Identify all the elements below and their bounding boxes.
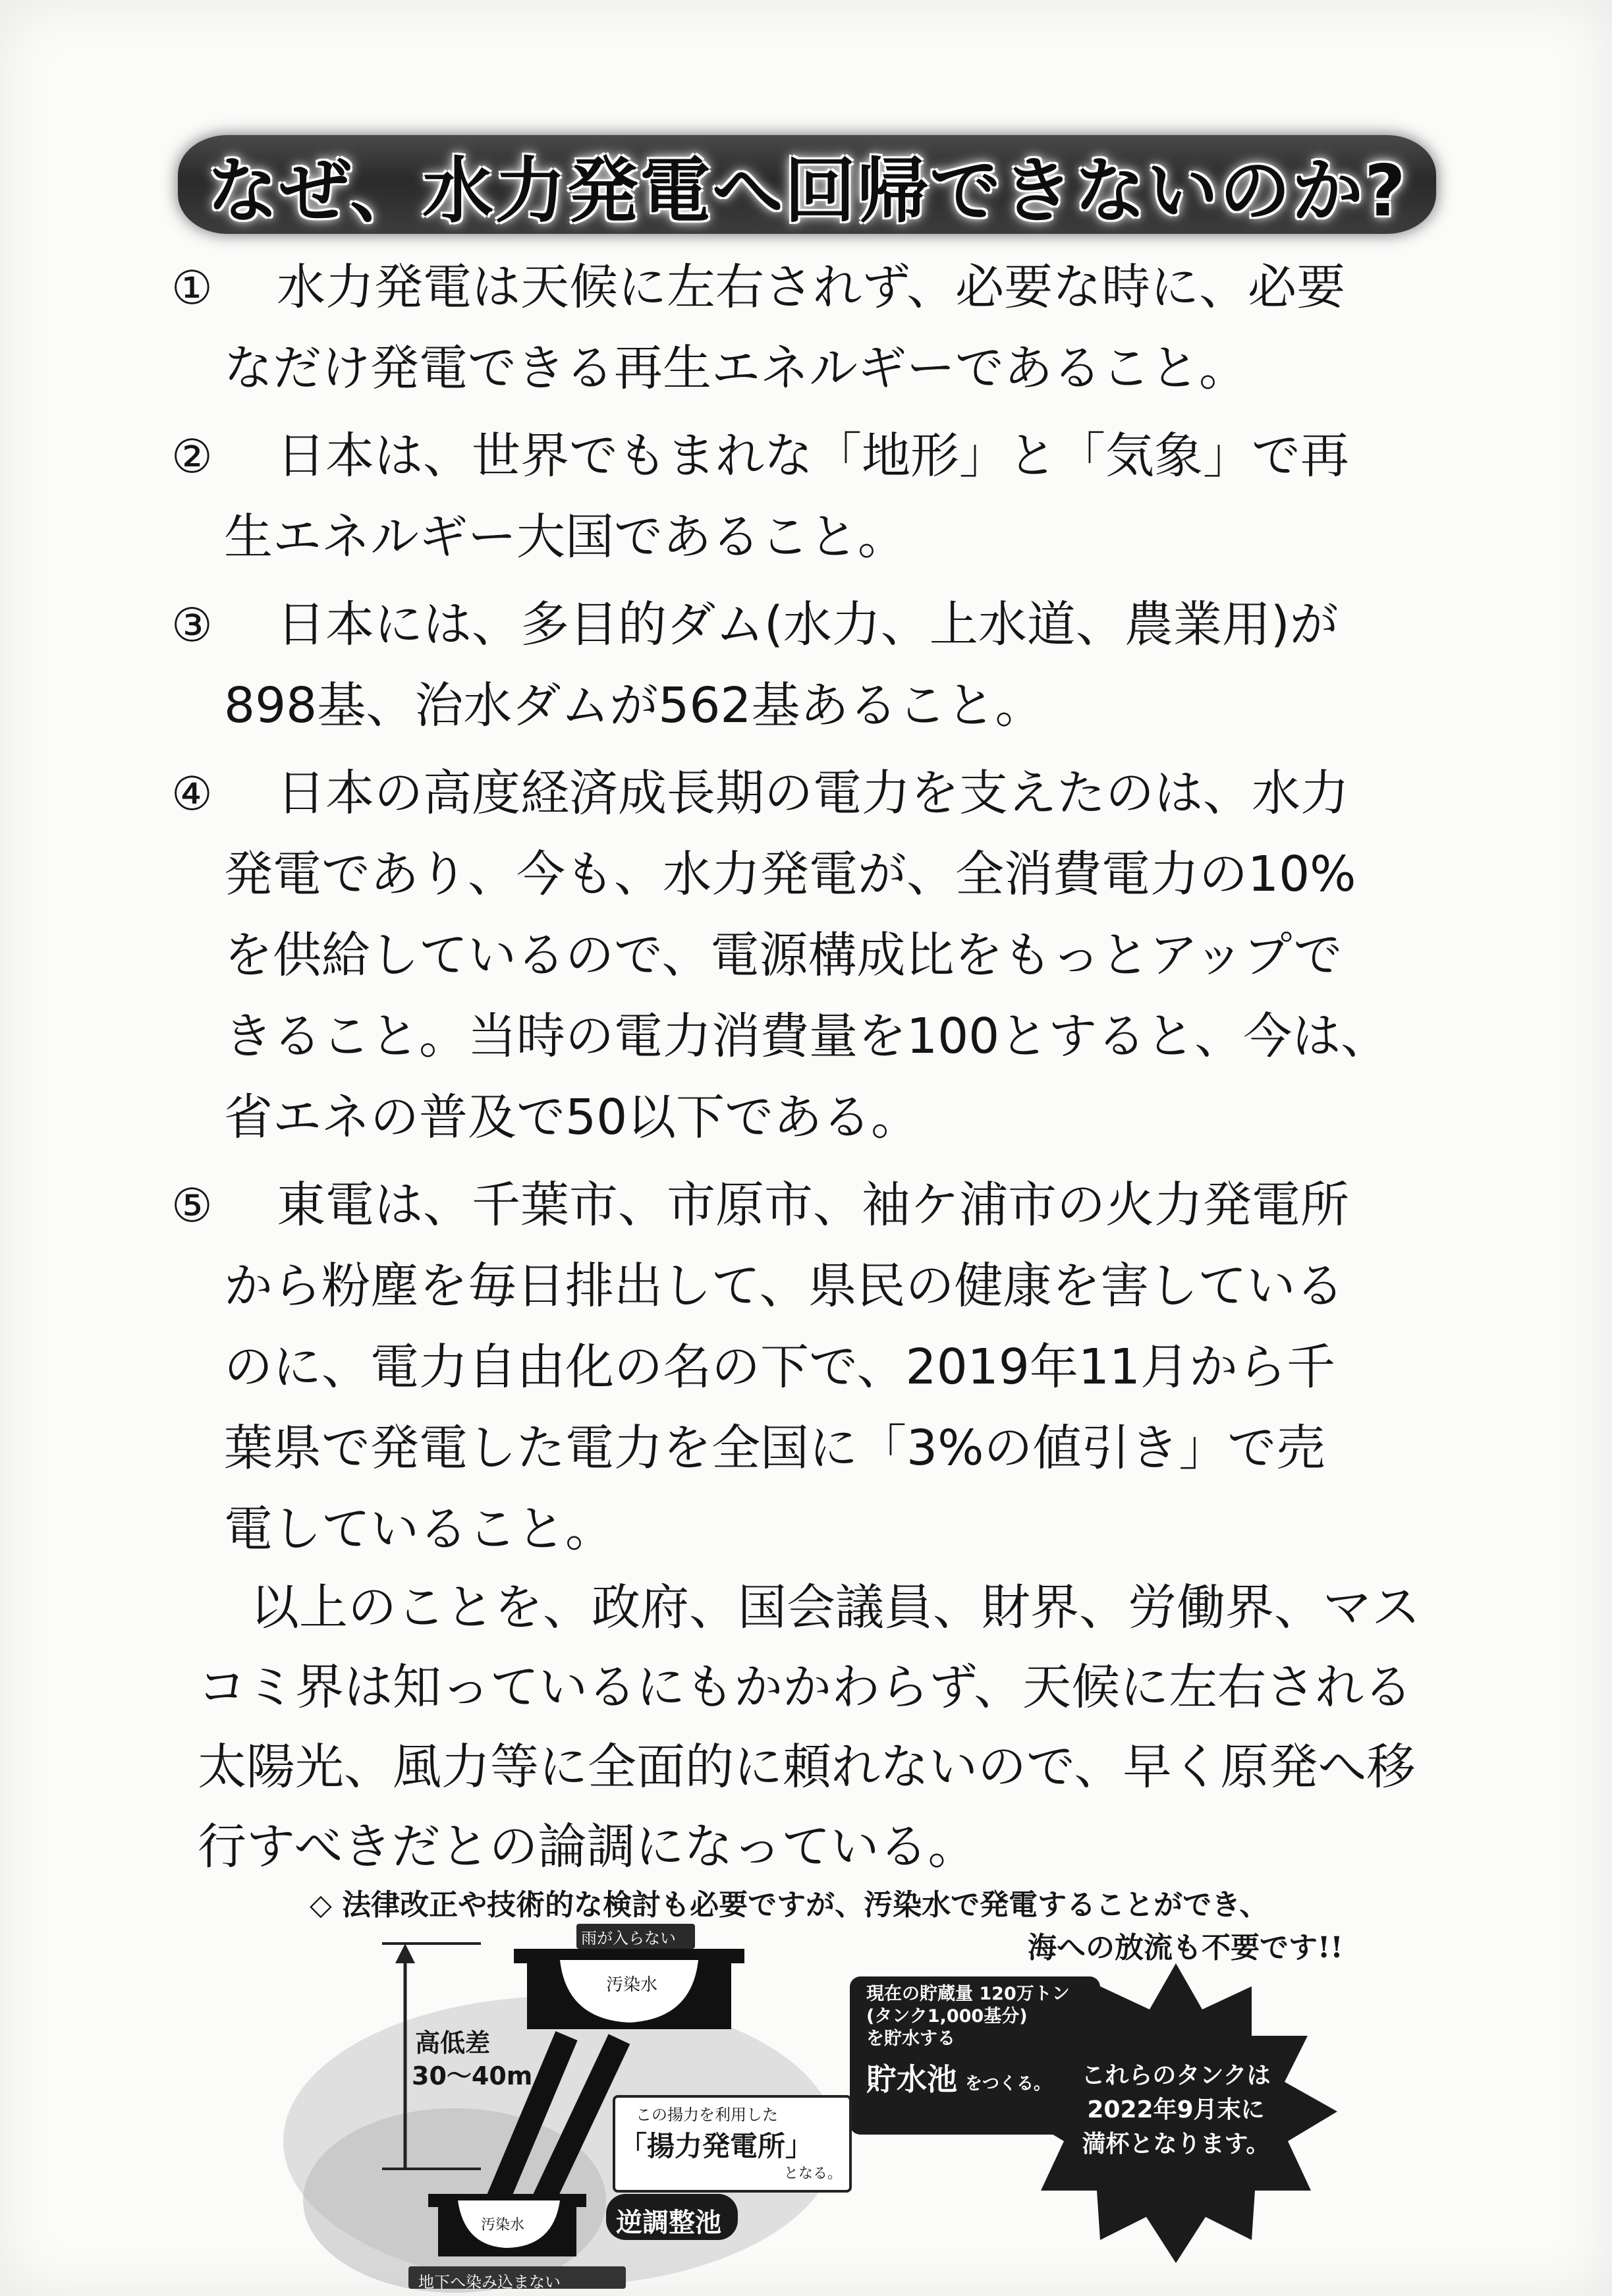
ground-note: 地下へ染み込まない <box>418 2273 561 2291</box>
starburst-text <box>1064 2059 1288 2162</box>
item-number: ① <box>171 261 213 315</box>
summary-line: 行すべきだとの論調になっている。 <box>198 1818 977 1875</box>
storage-big-label: 貯水池 <box>866 2061 957 2097</box>
item-line: 発電であり、今も、水力発電が、全消費電力の10% <box>224 846 1356 903</box>
reason-item-2 <box>171 416 1456 578</box>
diagram-caption-2: 海への放流も不要です!! <box>1028 1931 1343 1965</box>
storage-line: 現在の貯蔵量 120万トン <box>866 1984 1070 2004</box>
item-line: 日本は、世界でもまれな「地形」と「気象」で再 <box>277 428 1349 484</box>
item-line: 日本には、多目的ダム(水力、上水道、農業用)が <box>277 596 1339 653</box>
pump-big-text: 「揚力発電所」 <box>619 2130 814 2162</box>
item-line: を供給しているので、電源構成比をもっとアップで <box>224 927 1343 984</box>
summary-line: コミ界は知っているにもかかわらず、天候に左右される <box>198 1659 1413 1716</box>
reason-item-1 <box>171 247 1456 409</box>
summary-line: 以上のことを、政府、国会議員、財界、労働界、マス <box>250 1579 1420 1636</box>
summary-paragraph <box>198 1568 1449 1887</box>
storage-suffix: をつくる。 <box>965 2074 1051 2094</box>
summary-line: 太陽光、風力等に全面的に頼れないので、早く原発へ移 <box>198 1739 1416 1795</box>
pump-small-text: この揚力を利用した <box>636 2106 778 2124</box>
item-line: 水力発電は天候に左右されず、必要な時に、必要 <box>277 259 1346 316</box>
lower-tank-label: 汚染水 <box>481 2217 525 2233</box>
storage-line: を貯水する <box>866 2029 955 2049</box>
star-line: これらのタンクは <box>1081 2062 1271 2089</box>
reason-item-4 <box>171 753 1456 1158</box>
item-line: から粉塵を毎日排出して、県民の健康を害している <box>224 1258 1345 1314</box>
page-title: なぜ、水力発電へ回帰できないのか? <box>207 150 1407 233</box>
height-label: 高低差 <box>415 2029 491 2058</box>
height-value: 30～40m <box>412 2061 533 2090</box>
upper-tank-label: 汚染水 <box>606 1975 658 1995</box>
item-number: ② <box>171 430 213 484</box>
storage-line: (タンク1,000基分) <box>866 2006 1028 2027</box>
item-line: 898基、治水ダムが562基あること。 <box>224 677 1044 734</box>
reason-list <box>171 247 1456 1577</box>
item-line: のに、電力自由化の名の下で、2019年11月から千 <box>224 1339 1336 1395</box>
item-line: 東電は、千葉市、市原市、袖ケ浦市の火力発電所 <box>277 1177 1349 1233</box>
reason-item-5 <box>171 1165 1456 1570</box>
pumped-storage-diagram <box>283 1924 1370 2296</box>
item-number: ③ <box>171 598 213 652</box>
lid-label: 雨が入らない <box>581 1929 676 1947</box>
item-line: なだけ発電できる再生エネルギーであること。 <box>224 340 1248 397</box>
reason-item-3 <box>171 584 1456 746</box>
storage-small-text <box>866 1983 1070 2050</box>
item-line: 電していること。 <box>224 1501 614 1557</box>
item-line: 生エネルギー大国であること。 <box>224 509 906 565</box>
star-line: 満杯となります。 <box>1082 2131 1270 2158</box>
item-line: 葉県で発電した電力を全国に「3%の値引き」で売 <box>224 1420 1325 1476</box>
diagram-caption: ◇ 法律改正や技術的な検討も必要ですが、汚染水で発電することができ、 <box>310 1888 1269 1922</box>
item-number: ⑤ <box>171 1179 213 1233</box>
lower-pond-label: 逆調整池 <box>616 2208 721 2238</box>
star-line: 2022年9月末に <box>1087 2096 1265 2123</box>
item-line: 省エネの普及で50以下である。 <box>224 1089 920 1146</box>
item-number: ④ <box>171 767 213 821</box>
pump-suffix: となる。 <box>784 2166 843 2182</box>
item-line: きること。当時の電力消費量を100とすると、今は、 <box>224 1008 1390 1065</box>
item-line: 日本の高度経済成長期の電力を支えたのは、水力 <box>277 765 1349 822</box>
